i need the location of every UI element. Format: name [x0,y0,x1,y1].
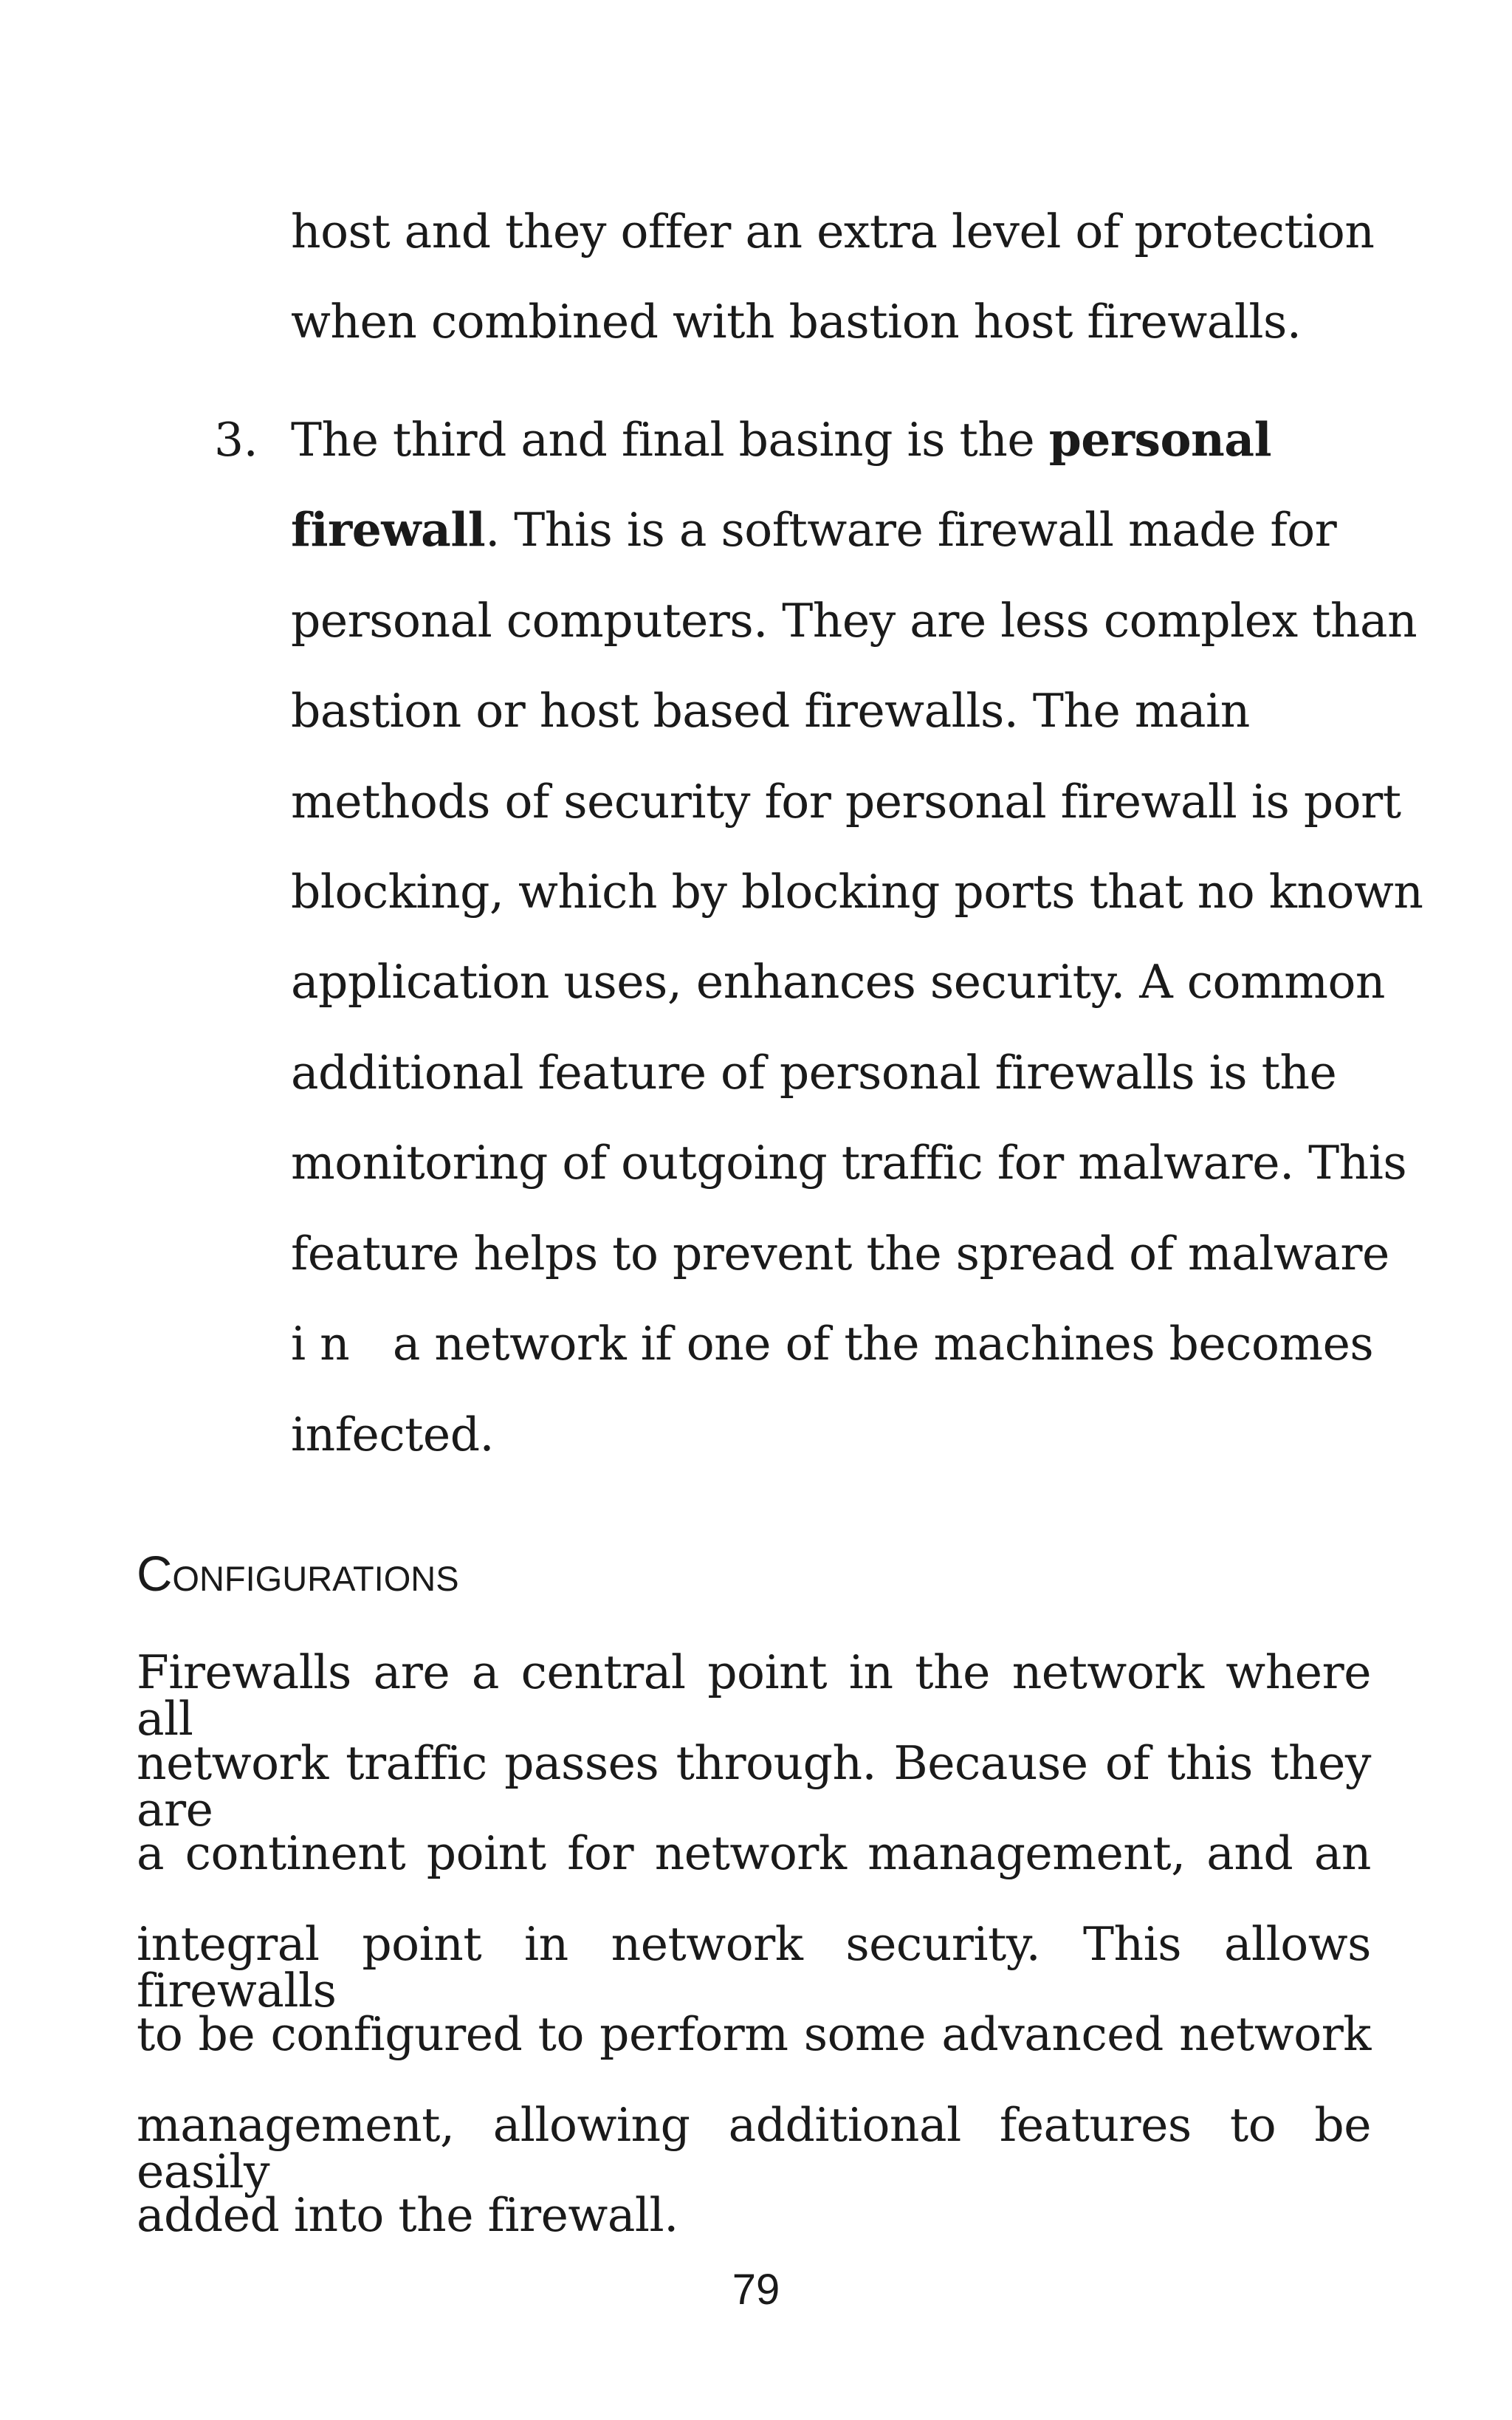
list-item-3-line-4: bastion or host based firewalls. The main [291,684,1250,738]
list-item-3-line-12: infected. [291,1408,495,1461]
list-item-3-line-8: additional feature of personal firewalls is the [291,1046,1337,1100]
list-item-3-line-2 [291,502,1337,557]
bold-term-personal: personal [1048,412,1272,467]
list-item-3-line-7: application uses, enhances security. A common [291,955,1385,1009]
list-continuation-line-2: when combined with bastion host firewalls. [291,295,1302,349]
list-item-3-line-10: feature helps to prevent the spread of malware [291,1227,1389,1281]
list-item-3-line-5: methods of security for personal firewall is port [291,775,1401,829]
list-item-3-line-3: personal computers. They are less complex than [291,594,1418,648]
paragraph-line-7: added into the firewall. [137,2188,678,2242]
page-number: 79 [732,2266,780,2314]
list-item-number: 3. [214,413,258,467]
paragraph-line-2: network traffic passes through. Because of this they are [137,1736,1371,1837]
paragraph-line-4: integral point in network security. This allows firewalls [137,1917,1371,2018]
paragraph-line-6: management, allowing additional features to be easily [137,2098,1371,2198]
list-item-3-line-2-rest: . This is a software firewall made for [485,503,1337,557]
list-item-3-line-1 [291,412,1272,467]
paragraph-line-5: to be configured to perform some advanced network [137,2007,1371,2061]
list-continuation-line-1: host and they offer an extra level of protection [291,205,1375,258]
section-heading: Configurations [137,1546,459,1602]
paragraph-line-3: a continent point for network management, and an [137,1826,1371,1880]
list-item-3-line-9: monitoring of outgoing traffic for malware. This [291,1136,1407,1190]
list-item-3-line-6: blocking, which by blocking ports that no known [291,865,1423,919]
list-item-3-line-11: i n a network if one of the machines becomes [291,1317,1374,1371]
list-item-3-lead-text: The third and final basing is the [291,413,1049,467]
bold-term-firewall: firewall [291,502,486,557]
paragraph-line-1: Firewalls are a central point in the network where all [137,1645,1371,1746]
